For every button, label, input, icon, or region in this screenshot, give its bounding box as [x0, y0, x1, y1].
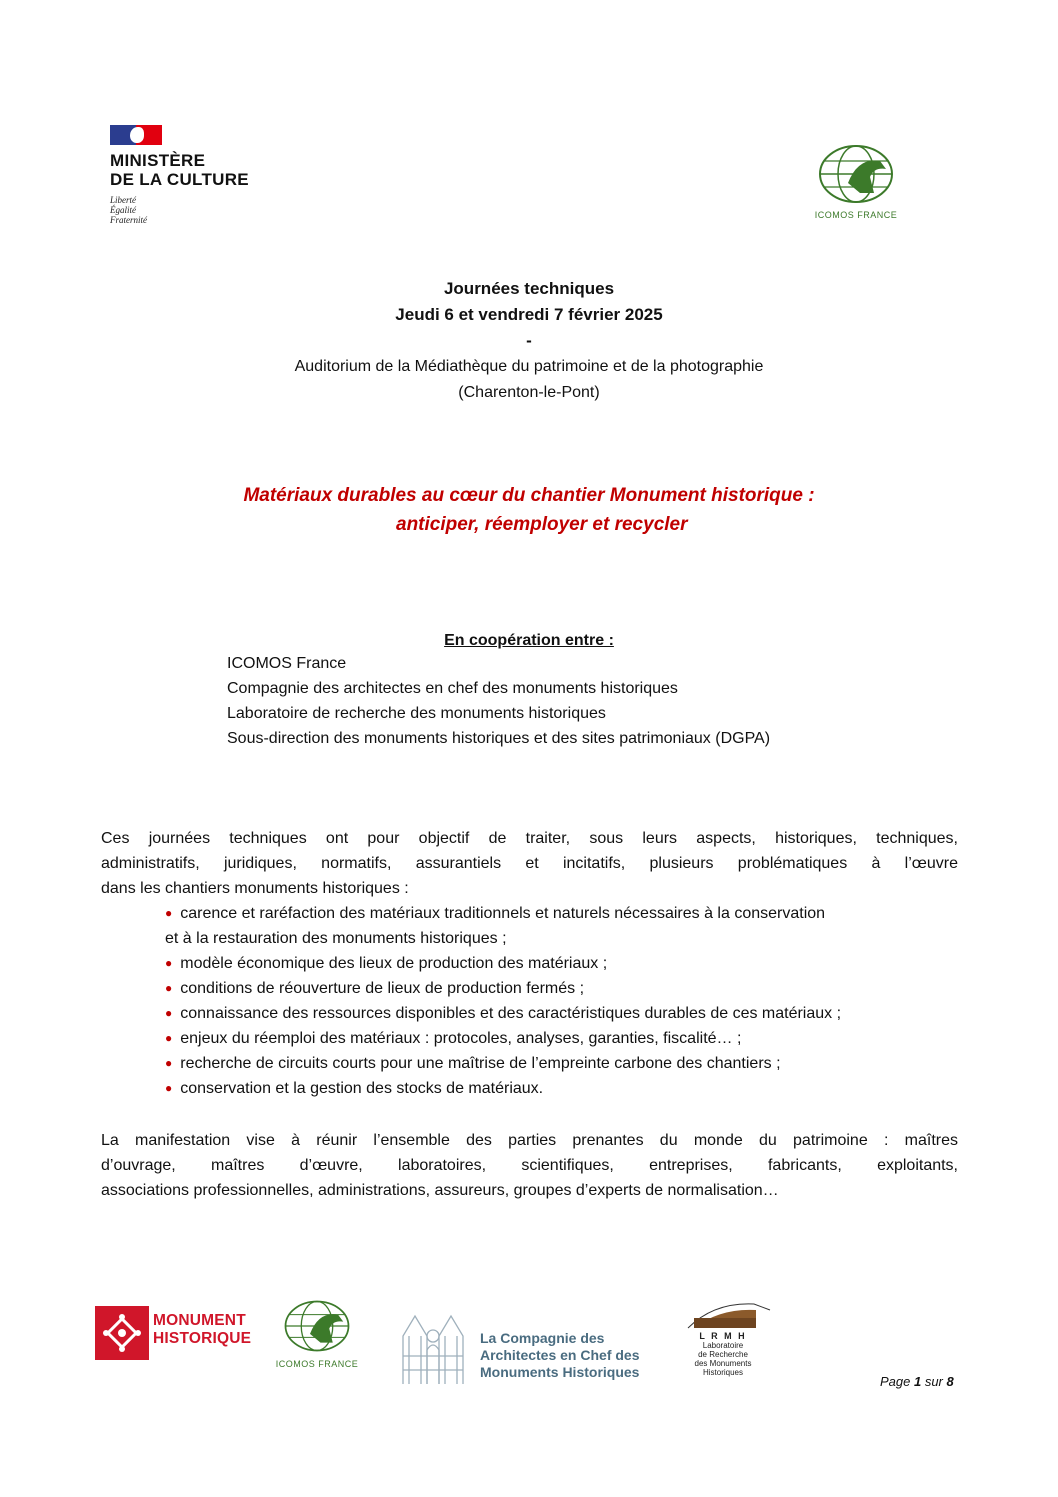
ministry-motto [110, 195, 280, 225]
title-separator: - [526, 331, 532, 350]
motto-egalite: Égalité [110, 205, 136, 215]
intro-line: Ces journées techniques ont pour objectif de traiter, sous leurs aspects, historiques, techniques, [101, 830, 958, 847]
lrmh-line: Laboratoire [702, 1341, 744, 1350]
mh-line1: MONUMENT [153, 1312, 246, 1329]
icomos-footer-label: ICOMOS FRANCE [275, 1359, 359, 1369]
bullet-item [165, 901, 825, 927]
compagnie-label [480, 1330, 640, 1381]
icomos-globe-icon [275, 1298, 359, 1354]
bullet-text: carence et raréfaction des matériaux traditionnels et naturels nécessaires à la conservation [180, 905, 826, 922]
monument-historique-emblem-icon [95, 1306, 149, 1360]
lrmh-label [688, 1332, 758, 1377]
monument-historique-label [153, 1312, 251, 1348]
icomos-label: ICOMOS FRANCE [814, 210, 898, 220]
icomos-globe-icon [808, 143, 904, 205]
bullet-item [165, 1051, 781, 1077]
partner-item: Sous-direction des monuments historiques et des sites patrimoniaux (DGPA) [227, 730, 771, 747]
lrmh-acronym: L R M H [699, 1331, 747, 1341]
event-venue: Auditorium de la Médiathèque du patrimoine et de la photographie [294, 358, 764, 375]
monument-historique-logo [95, 1306, 257, 1360]
bullet-dot-icon: ● [165, 1031, 173, 1045]
bullet-dot-icon: ● [165, 1056, 173, 1070]
page-number [880, 1374, 954, 1389]
bullet-continuation: et à la restauration des monuments historiques ; [165, 930, 507, 947]
bullet-dot-icon: ● [165, 1081, 173, 1095]
icomos-logo-footer [272, 1298, 362, 1369]
bullet-text: conservation et la gestion des stocks de matériaux. [180, 1080, 544, 1097]
motto-liberte: Liberté [110, 195, 136, 205]
bullet-item [165, 951, 607, 977]
cooperation-heading: En coopération entre : [444, 632, 614, 649]
theme-line1: Matériaux durables au cœur du chantier Monument historique : [243, 485, 815, 506]
page-current: 1 [913, 1374, 922, 1389]
lrmh-line: des Monuments [694, 1359, 752, 1368]
bullet-item [165, 1076, 543, 1102]
manifestation-line: associations professionnelles, administrations, assureurs, groupes d’experts de normalisation… [101, 1182, 779, 1199]
manifestation-line: La manifestation vise à réunir l’ensemble des parties prenantes du monde du patrimoine : maîtres [101, 1132, 958, 1149]
lrmh-emblem-icon [684, 1300, 774, 1335]
bullet-dot-icon: ● [165, 956, 173, 970]
intro-line: administratifs, juridiques, normatifs, assurantiels et incitatifs, plusieurs problématiques à l’œuvre [101, 855, 958, 872]
event-city: (Charenton-le-Pont) [458, 384, 600, 401]
partner-item: ICOMOS France [227, 655, 347, 672]
compagnie-line: Architectes en Chef des [480, 1347, 640, 1363]
ministry-name-line2: DE LA CULTURE [110, 170, 249, 189]
bullet-text: enjeux du réemploi des matériaux : protocoles, analyses, garanties, fiscalité… ; [180, 1030, 742, 1047]
bullet-dot-icon: ● [165, 981, 173, 995]
bullet-text: recherche de circuits courts pour une maîtrise de l’empreinte carbone des chantiers ; [180, 1055, 781, 1072]
mh-line2: HISTORIQUE [153, 1330, 252, 1347]
partner-item: Laboratoire de recherche des monuments historiques [227, 705, 606, 722]
lrmh-line: Historiques [702, 1368, 743, 1377]
event-dates: Jeudi 6 et vendredi 7 février 2025 [395, 305, 663, 324]
manifestation-paragraph [101, 1128, 958, 1203]
bullet-item [165, 1026, 741, 1052]
motto-fraternite: Fraternité [110, 215, 147, 225]
compagnie-cathedral-icon [395, 1306, 471, 1391]
page-total: 8 [946, 1374, 954, 1389]
bullet-item [165, 976, 584, 1002]
intro-paragraph [101, 826, 958, 901]
bullet-text: conditions de réouverture de lieux de production fermés ; [180, 980, 585, 997]
event-title: Journées techniques [443, 279, 615, 298]
bullet-dot-icon: ● [165, 906, 173, 920]
compagnie-line: La Compagnie des [480, 1330, 605, 1346]
page-middle: sur [921, 1374, 947, 1389]
bullet-dot-icon: ● [165, 1006, 173, 1020]
lrmh-line: de Recherche [698, 1350, 748, 1359]
ministry-logo [110, 125, 280, 225]
icomos-logo-header [806, 143, 906, 220]
ministry-name-line1: MINISTÈRE [110, 151, 206, 170]
page-prefix: Page [880, 1374, 914, 1389]
bullet-item [165, 1001, 841, 1027]
manifestation-line: d’ouvrage, maîtres d’œuvre, laboratoires, scientifiques, entreprises, fabricants, exploitants, [101, 1157, 958, 1174]
partner-item: Compagnie des architectes en chef des monuments historiques [227, 680, 678, 697]
theme-line2: anticiper, réemployer et recycler [396, 514, 688, 535]
compagnie-line: Monuments Historiques [480, 1364, 640, 1380]
bullet-text: connaissance des ressources disponibles et des caractéristiques durables de ces matériaux ; [180, 1005, 842, 1022]
bullet-text: modèle économique des lieux de production des matériaux ; [180, 955, 608, 972]
marianne-flag-icon [110, 125, 162, 145]
intro-line: dans les chantiers monuments historiques : [101, 880, 409, 897]
